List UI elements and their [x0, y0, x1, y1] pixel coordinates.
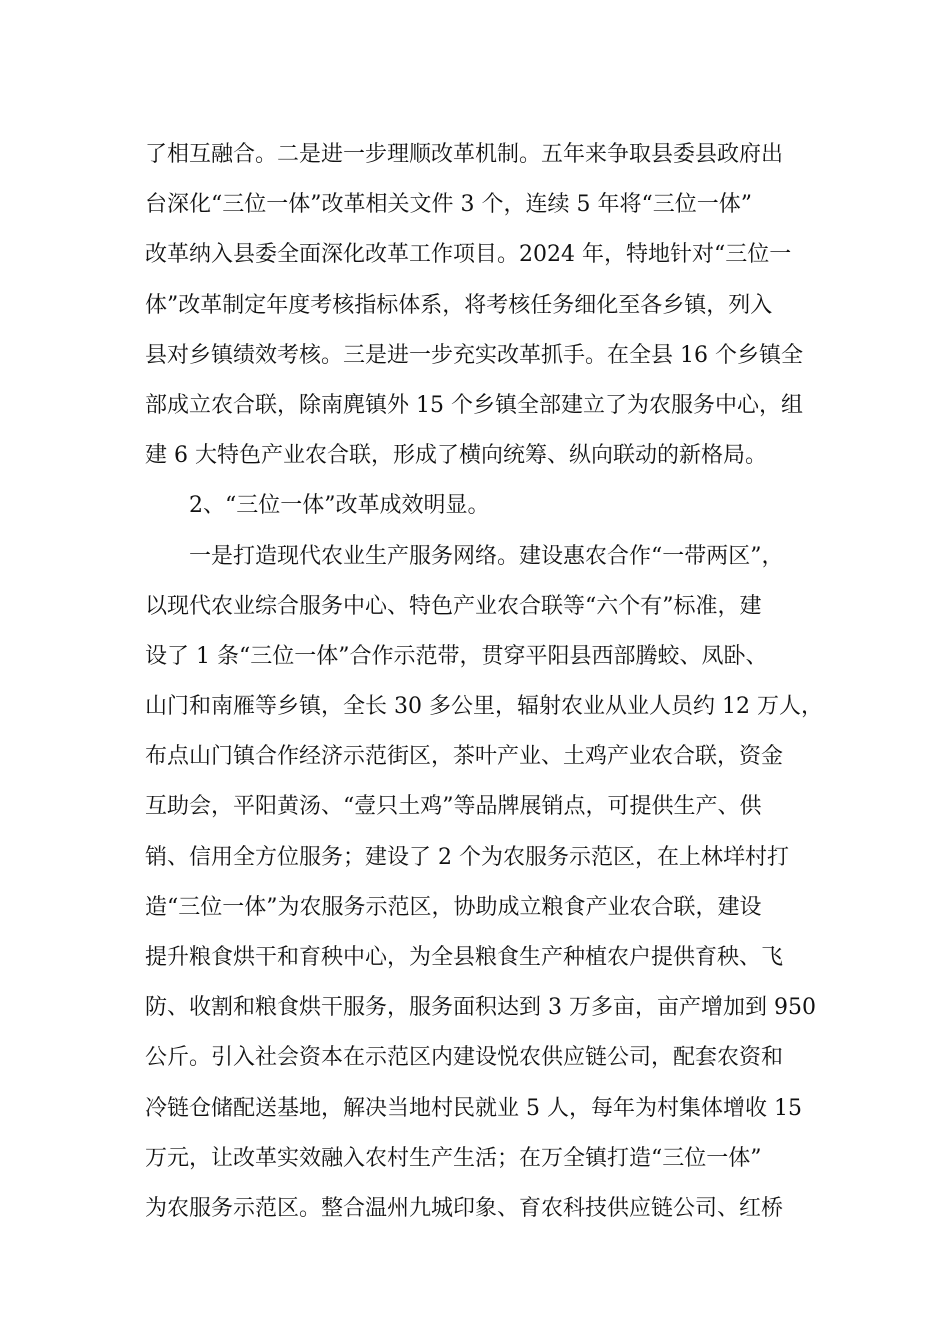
- text-line: 造“三位一体”为农服务示范区，协助成立粮食产业农合联，建设: [145, 894, 762, 920]
- text-line: 县对乡镇绩效考核。三是进一步充实改革抓手。在全县 16 个乡镇全: [145, 342, 803, 368]
- section-heading: 2、“三位一体”改革成效明显。: [189, 493, 490, 519]
- text-line: 万元，让改革实效融入农村生产生活；在万全镇打造“三位一体”: [145, 1145, 762, 1171]
- text-line: 了相互融合。二是进一步理顺改革机制。五年来争取县委县政府出: [145, 142, 784, 167]
- text-line: 布点山门镇合作经济示范街区，茶叶产业、土鸡产业农合联，资金: [145, 744, 784, 770]
- text-line: 设了 1 条“三位一体”合作示范带，贯穿平阳县西部腾蛟、凤卧、: [145, 643, 768, 669]
- text-line: 山门和南雁等乡镇，全长 30 多公里，辐射农业从业人员约 12 万人，: [145, 694, 823, 720]
- text-line: 台深化“三位一体”改革相关文件 3 个，连续 5 年将“三位一体”: [145, 192, 752, 218]
- text-line: 提升粮食烘干和育秧中心，为全县粮食生产种植农户提供育秧、飞: [145, 945, 784, 970]
- text-line: 冷链仓储配送基地，解决当地村民就业 5 人，每年为村集体增收 15: [145, 1095, 802, 1121]
- text-line: 公斤。引入社会资本在示范区内建设悦农供应链公司，配套农资和: [145, 1045, 784, 1071]
- text-line: 销、信用全方位服务；建设了 2 个为农服务示范区，在上林垟村打: [145, 844, 789, 870]
- body-text: [145, 130, 835, 1234]
- text-line: 体”改革制定年度考核指标体系，将考核任务细化至各乡镇，列入: [145, 292, 773, 318]
- text-line: 以现代农业综合服务中心、特色产业农合联等“六个有”标准，建: [145, 593, 762, 619]
- text-line: 改革纳入县委全面深化改革工作项目。2024 年，特地针对“三位一: [145, 242, 792, 268]
- paragraph-first-line: 一是打造现代农业生产服务网络。建设惠农合作“一带两区”，: [189, 543, 784, 569]
- text-line: 互助会，平阳黄汤、“壹只土鸡”等品牌展销点，可提供生产、供: [145, 794, 762, 820]
- text-line: 防、收割和粮食烘干服务，服务面积达到 3 万多亩，亩产增加到 950: [145, 995, 816, 1021]
- text-line: 部成立农合联，除南麂镇外 15 个乡镇全部建立了为农服务中心，组: [145, 392, 803, 418]
- text-line: 建 6 大特色产业农合联，形成了横向统筹、纵向联动的新格局。: [145, 443, 767, 469]
- text-line: 为农服务示范区。整合温州九城印象、育农科技供应链公司、红桥: [145, 1195, 784, 1221]
